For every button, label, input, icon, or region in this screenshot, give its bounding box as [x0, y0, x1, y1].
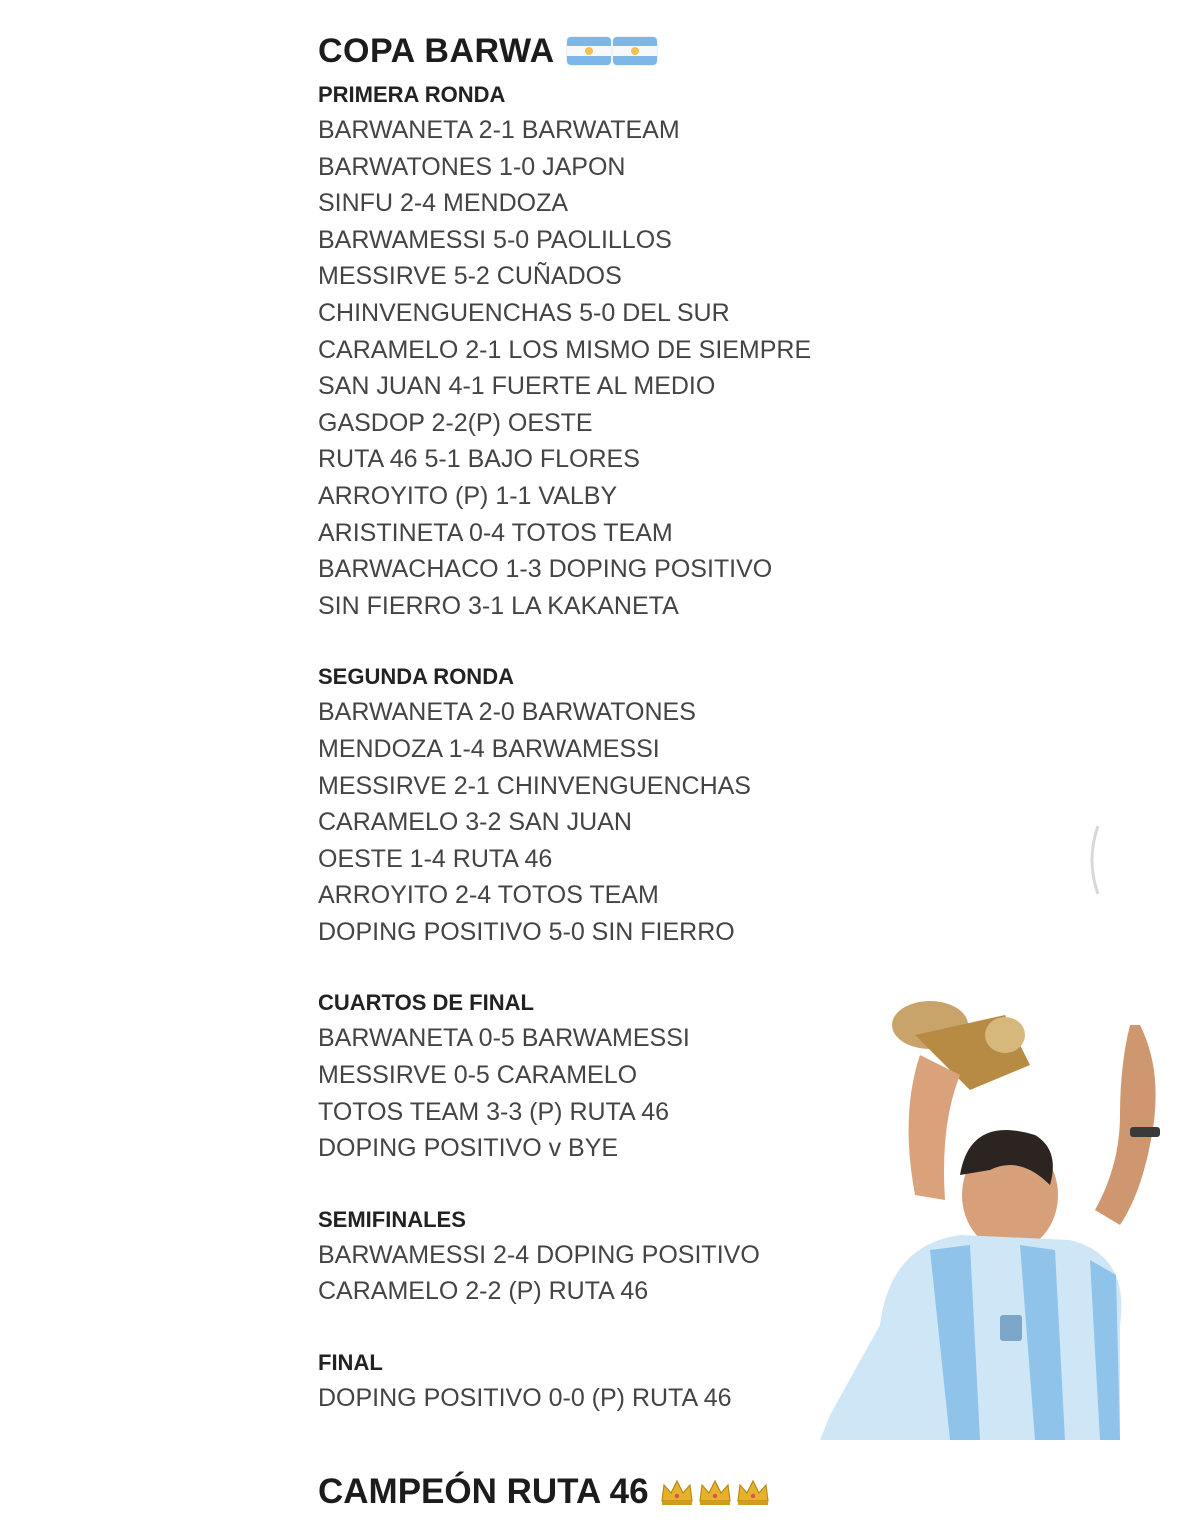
match-result: TOTOS TEAM 3-3 (P) RUTA 46: [318, 1097, 670, 1126]
crown-icon: [659, 1477, 695, 1507]
round-heading: SEMIFINALES: [318, 1206, 466, 1232]
match-result: SINFU 2-4 MENDOZA: [318, 189, 569, 218]
match-result: BARWANETA 2-0 BARWATONES: [318, 698, 696, 727]
match-result: BARWANETA 2-1 BARWATEAM: [318, 116, 680, 144]
match-result: RUTA 46 5-1 BAJO FLORES: [318, 445, 640, 474]
round-heading: PRIMERA RONDA: [318, 82, 506, 107]
page-title: [318, 26, 938, 76]
match-result: OESTE 1-4 RUTA 46: [318, 844, 553, 873]
match-result: BARWACHACO 1-3 DOPING POSITIVO: [318, 555, 773, 584]
match-result: MESSIRVE 5-2 CUÑADOS: [318, 262, 622, 291]
match-result: DOPING POSITIVO 0-0 (P) RUTA 46: [318, 1384, 732, 1413]
champion-text: CAMPEÓN RUTA 46: [318, 1472, 649, 1511]
match-result: MESSIRVE 2-1 CHINVENGUENCHAS: [318, 771, 751, 800]
match-result: CARAMELO 2-2 (P) RUTA 46: [318, 1277, 649, 1306]
crown-icon: [697, 1477, 733, 1507]
champion-line: [318, 1472, 771, 1512]
match-result: SIN FIERRO 3-1 LA KAKANETA: [318, 591, 679, 620]
argentina-flag-icon: [613, 37, 657, 65]
match-result: CHINVENGUENCHAS 5-0 DEL SUR: [318, 298, 730, 327]
round-section: [318, 78, 938, 624]
match-result: BARWATONES 1-0 JAPON: [318, 152, 626, 181]
argentina-flags: [567, 37, 657, 65]
round-section: [318, 660, 938, 950]
round-heading: FINAL: [318, 1350, 383, 1376]
match-result: MESSIRVE 0-5 CARAMELO: [318, 1061, 638, 1090]
round-heading: SEGUNDA RONDA: [318, 664, 514, 690]
crown-icon: [735, 1477, 771, 1507]
match-result: BARWANETA 0-5 BARWAMESSI: [318, 1024, 690, 1053]
match-result: ARROYITO 2-4 TOTOS TEAM: [318, 881, 659, 910]
argentina-flag-icon: [567, 37, 611, 65]
decorative-arc: [1080, 820, 1120, 900]
match-result: GASDOP 2-2(P) OESTE: [318, 408, 593, 437]
match-result: ARISTINETA 0-4 TOTOS TEAM: [318, 518, 673, 547]
match-result: CARAMELO 3-2 SAN JUAN: [318, 808, 632, 837]
match-result: MENDOZA 1-4 BARWAMESSI: [318, 734, 660, 763]
match-result: DOPING POSITIVO 5-0 SIN FIERRO: [318, 917, 735, 946]
title-text: COPA BARWA: [318, 32, 555, 70]
match-result: DOPING POSITIVO v BYE: [318, 1134, 619, 1163]
match-result: SAN JUAN 4-1 FUERTE AL MEDIO: [318, 372, 716, 401]
match-result: CARAMELO 2-1 LOS MISMO DE SIEMPRE: [318, 335, 812, 364]
match-result: BARWAMESSI 5-0 PAOLILLOS: [318, 225, 672, 254]
crown-icons: [659, 1477, 771, 1507]
round-heading: CUARTOS DE FINAL: [318, 990, 534, 1016]
match-result: ARROYITO (P) 1-1 VALBY: [318, 481, 618, 510]
match-result: BARWAMESSI 2-4 DOPING POSITIVO: [318, 1240, 760, 1269]
player-trophy-photo: [820, 995, 1200, 1440]
